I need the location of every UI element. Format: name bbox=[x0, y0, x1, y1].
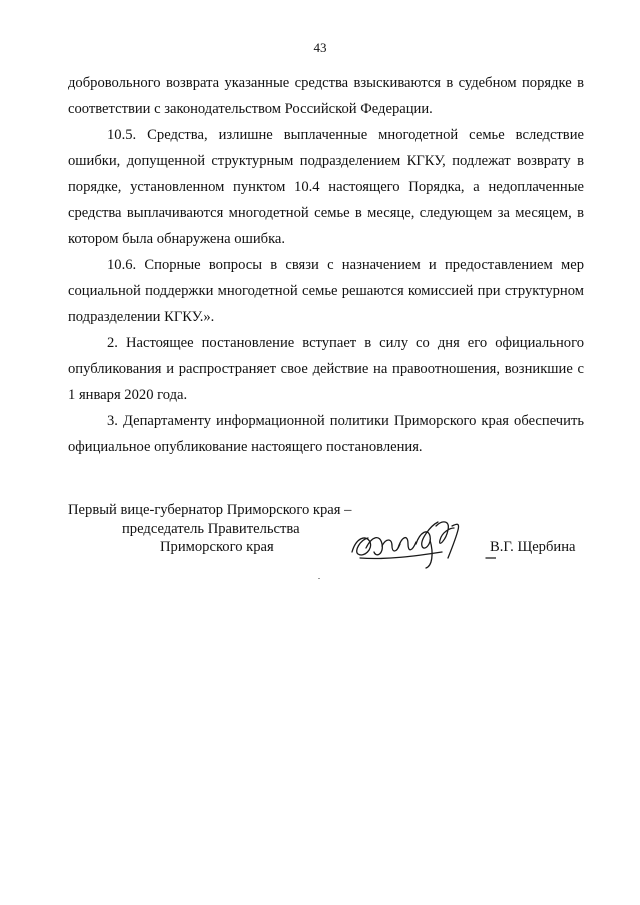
signature-strokes bbox=[352, 522, 496, 568]
paragraph-2: 2. Настоящее постановление вступает в силу со дня его официального опубликования и распространяет свое действие на правоотношения, возникшие с 1 января 2020 года. bbox=[68, 335, 584, 403]
paragraph-continuation: добровольного возврата указанные средства взыскиваются в судебном порядке в соответствии с законодательством Российской Федерации. bbox=[68, 75, 584, 117]
handwritten-signature bbox=[346, 514, 496, 570]
scan-speck bbox=[318, 578, 320, 579]
paragraph-10-5: 10.5. Средства, излишне выплаченные многодетной семье вследствие ошибки, допущенной структурным подразделением КГКУ, подлежат возврату в порядке, установленном пунктом 10.4 настоящего Порядка, а недоплаченные средства выплачиваются многодетной семье в месяце, следующем за месяцем, в котором была обнаружена ошибка. bbox=[68, 127, 584, 247]
paragraph-3: 3. Департаменту информационной политики Приморского края обеспечить официальное опубликование настоящего постановления. bbox=[68, 413, 584, 455]
signatory-position-line-1: Первый вице-губернатор Приморского края – bbox=[68, 502, 352, 518]
signature-block bbox=[68, 502, 584, 572]
page-number: 43 bbox=[313, 40, 327, 55]
paragraph-10-6: 10.6. Спорные вопросы в связи с назначением и предоставлением мер социальной поддержки многодетной семье решаются комиссией при структурном подразделении КГКУ.». bbox=[68, 257, 584, 325]
document-body bbox=[68, 70, 584, 460]
signatory-name: В.Г. Щербина bbox=[490, 539, 576, 555]
signatory-position-line-2: председатель Правительства bbox=[122, 521, 300, 537]
signatory-position-line-3: Приморского края bbox=[160, 539, 274, 555]
